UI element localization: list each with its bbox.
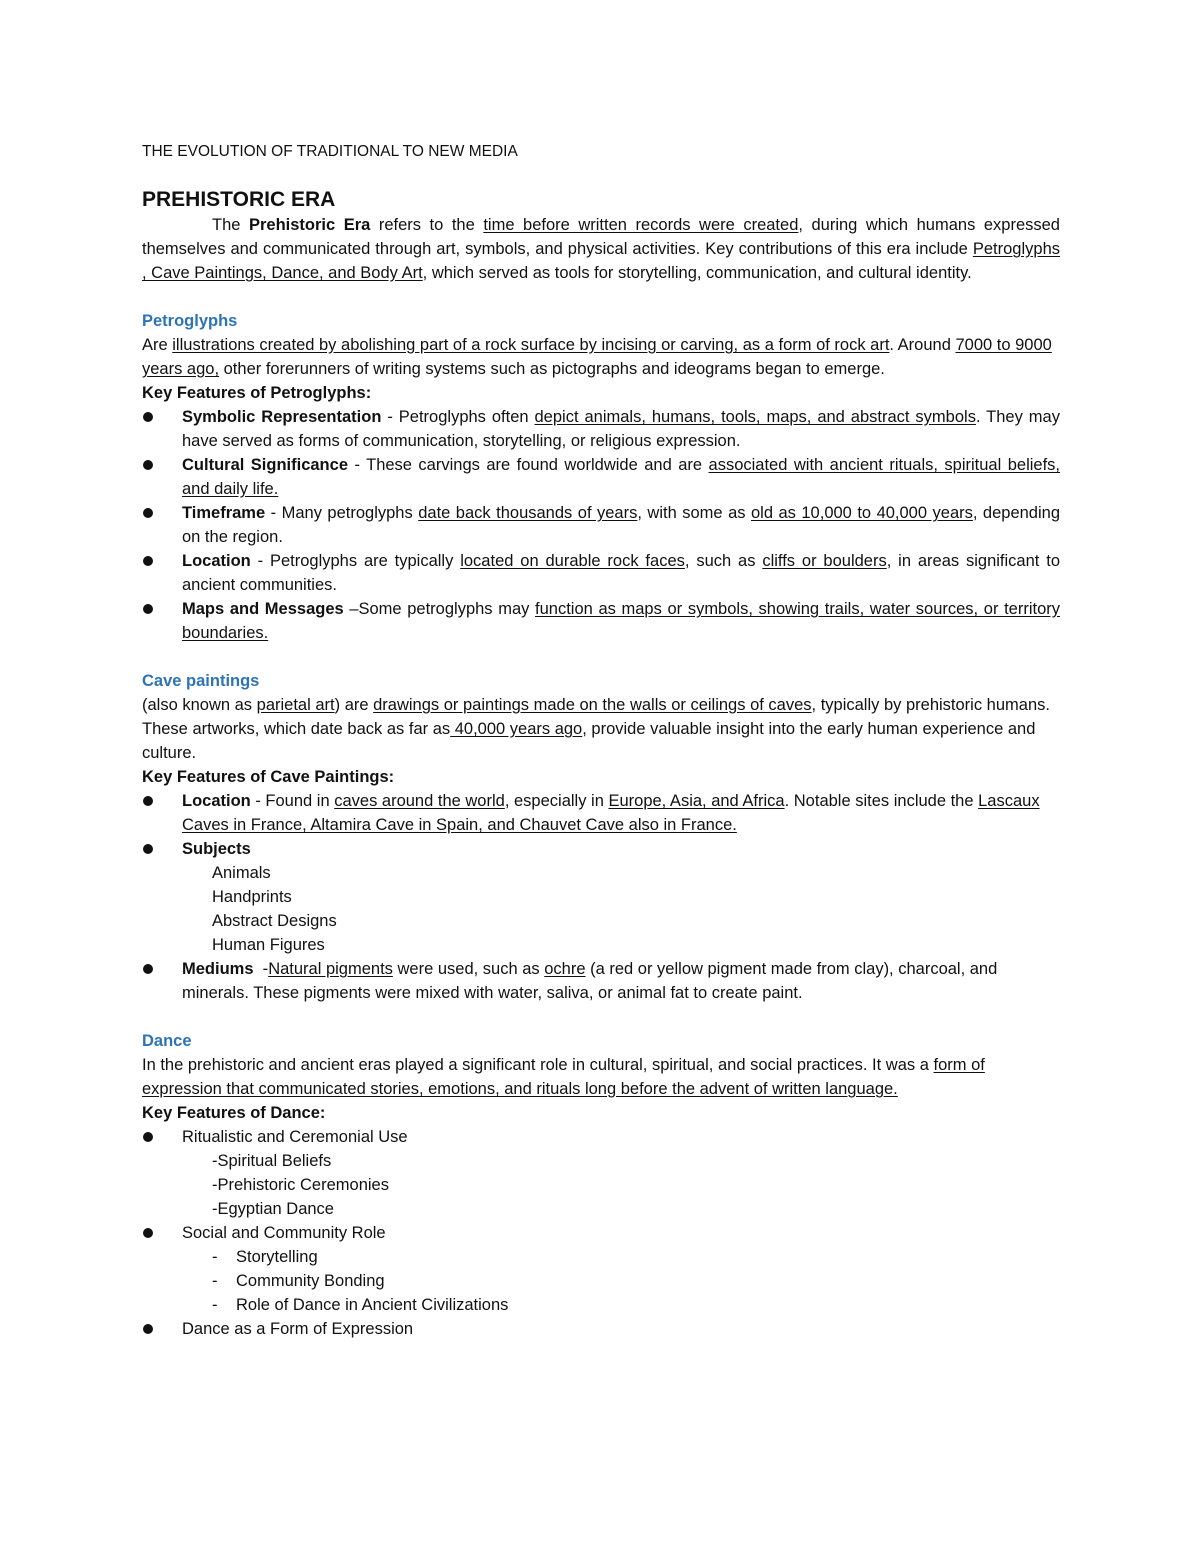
feature-underline: Europe, Asia, and Africa bbox=[608, 792, 785, 810]
bullet-icon bbox=[143, 1228, 153, 1238]
petroglyphs-heading: Petroglyphs bbox=[142, 312, 238, 330]
intro-text: , which served as tools for storytelling, communication, and cultural identity. bbox=[422, 264, 972, 282]
bullet-icon bbox=[143, 1132, 153, 1142]
petroglyphs-text: Are bbox=[142, 336, 173, 354]
feature-label: Ritualistic and Ceremonial Use bbox=[182, 1128, 408, 1146]
cave-text: ) are bbox=[334, 696, 374, 714]
bullet-icon bbox=[143, 460, 153, 470]
sub-list-item: -Spiritual Beliefs bbox=[212, 1152, 332, 1170]
feature-text: . Notable sites include the bbox=[784, 792, 979, 810]
feature-label: Subjects bbox=[182, 840, 251, 858]
dance-heading: Dance bbox=[142, 1032, 192, 1050]
dance-features-label: Key Features of Dance: bbox=[142, 1104, 326, 1122]
bullet-icon bbox=[143, 844, 153, 854]
cave-features-label: Key Features of Cave Paintings: bbox=[142, 768, 395, 786]
feature-label: Mediums bbox=[182, 960, 254, 978]
cave-underline: 40,000 years ago bbox=[450, 720, 583, 738]
cave-paintings-heading: Cave paintings bbox=[142, 672, 260, 690]
feature-text: - Petroglyphs are typically bbox=[250, 552, 461, 570]
feature-underline: associated with ancient rituals, spiritual beliefs, and daily life. bbox=[182, 456, 1060, 498]
cave-text: (also known as bbox=[142, 696, 257, 714]
sub-list-item bbox=[182, 1293, 1060, 1317]
document-page bbox=[142, 140, 1060, 1341]
dance-description bbox=[142, 1053, 1060, 1101]
feature-text: , in areas significant to ancient communities. bbox=[182, 552, 1060, 594]
intro-paragraph bbox=[142, 213, 1060, 285]
feature-underline: caves around the world bbox=[334, 792, 505, 810]
feature-text: - Petroglyphs often bbox=[381, 408, 535, 426]
petroglyphs-features-label: Key Features of Petroglyphs: bbox=[142, 384, 372, 402]
sub-list-item: Abstract Designs bbox=[212, 912, 337, 930]
petroglyphs-text: . Around bbox=[889, 336, 956, 354]
cave-text: , typically by prehistoric humans. These artworks, which date back as far as bbox=[142, 696, 1050, 738]
feature-underline: cliffs or boulders bbox=[762, 552, 887, 570]
petroglyphs-underline: illustrations created by abolishing part of a rock surface by incising or carving, as a form of rock art bbox=[172, 336, 890, 354]
cave-paintings-description bbox=[142, 693, 1060, 765]
feature-text: , depending on the region. bbox=[182, 504, 1060, 546]
dance-text: In the prehistoric and ancient eras played a significant role in cultural, spiritual, and social practices. It was a bbox=[142, 1056, 934, 1074]
feature-label: Location bbox=[182, 552, 251, 570]
intro-term: Prehistoric Era bbox=[248, 216, 371, 234]
list-item bbox=[142, 1221, 1060, 1317]
feature-text: –Some petroglyphs may bbox=[343, 600, 536, 618]
feature-underline: date back thousands of years bbox=[418, 504, 638, 522]
intro-underline: Petroglyphs , Cave Paintings, Dance, and Body Art bbox=[142, 240, 1060, 282]
bullet-icon bbox=[143, 556, 153, 566]
subjects-list bbox=[182, 861, 1060, 957]
feature-text: - Found in bbox=[250, 792, 335, 810]
feature-text: , such as bbox=[684, 552, 763, 570]
feature-underline: located on durable rock faces bbox=[460, 552, 685, 570]
feature-text: - These carvings are found worldwide and are bbox=[348, 456, 709, 474]
bullet-icon bbox=[143, 412, 153, 422]
petroglyphs-text: other forerunners of writing systems such as pictographs and ideograms began to emerge. bbox=[219, 360, 885, 378]
feature-underline: depict animals, humans, tools, maps, and abstract symbols bbox=[534, 408, 976, 426]
intro-text: The bbox=[212, 216, 249, 234]
dash-marker: - bbox=[212, 1296, 218, 1314]
sub-item-text: Role of Dance in Ancient Civilizations bbox=[236, 1296, 509, 1314]
sub-list-item: Human Figures bbox=[212, 936, 325, 954]
bullet-icon bbox=[143, 1324, 153, 1334]
feature-text: were used, such as bbox=[392, 960, 545, 978]
list-item bbox=[142, 957, 1060, 1005]
feature-label: Cultural Significance bbox=[182, 456, 348, 474]
feature-label: Timeframe bbox=[182, 504, 266, 522]
feature-underline: old as 10,000 to 40,000 years bbox=[750, 504, 973, 522]
list-item bbox=[142, 837, 1060, 957]
sub-list-item: Handprints bbox=[212, 888, 292, 906]
intro-text: , during which humans expressed themselves and communicated through art, symbols, and physical activities. Key contributions of this era include bbox=[142, 216, 1060, 258]
feature-underline: function as maps or symbols, showing trails, water sources, or territory boundaries. bbox=[182, 600, 1061, 642]
feature-text: , with some as bbox=[637, 504, 751, 522]
document-title: THE EVOLUTION OF TRADITIONAL TO NEW MEDIA bbox=[142, 143, 518, 160]
list-item bbox=[142, 597, 1060, 645]
list-item bbox=[142, 789, 1060, 837]
feature-underline: Lascaux Caves in France, Altamira Cave in Spain, and Chauvet Cave also in France. bbox=[182, 792, 1040, 834]
bullet-icon bbox=[143, 604, 153, 614]
feature-label: Dance as a Form of Expression bbox=[182, 1320, 414, 1338]
feature-text: (a red or yellow pigment made from clay), charcoal, and minerals. These pigments were mixed with water, saliva, or animal fat to create paint. bbox=[182, 960, 998, 1002]
bullet-icon bbox=[143, 508, 153, 518]
sub-item-text: Community Bonding bbox=[236, 1272, 385, 1290]
ritual-sub-list bbox=[182, 1149, 1060, 1221]
sub-list-item: -Prehistoric Ceremonies bbox=[212, 1176, 389, 1194]
intro-text: refers to the bbox=[370, 216, 484, 234]
sub-list-item bbox=[182, 1269, 1060, 1293]
feature-label: Location bbox=[182, 792, 251, 810]
list-item bbox=[142, 405, 1060, 453]
dash-marker: - bbox=[212, 1248, 218, 1266]
feature-text: - bbox=[253, 960, 269, 978]
feature-underline: ochre bbox=[544, 960, 586, 978]
list-item bbox=[142, 453, 1060, 501]
bullet-icon bbox=[143, 964, 153, 974]
feature-label: Social and Community Role bbox=[182, 1224, 386, 1242]
era-heading: PREHISTORIC ERA bbox=[142, 188, 336, 211]
cave-underline: parietal art bbox=[256, 696, 335, 714]
list-item bbox=[142, 501, 1060, 549]
cave-feature-list bbox=[142, 789, 1060, 1005]
cave-underline: drawings or paintings made on the walls or ceilings of caves bbox=[373, 696, 812, 714]
dance-feature-list bbox=[142, 1125, 1060, 1341]
list-item bbox=[142, 1317, 1060, 1341]
dash-marker: - bbox=[212, 1272, 218, 1290]
list-item bbox=[142, 1125, 1060, 1221]
sub-list-item: Animals bbox=[212, 864, 271, 882]
sub-item-text: Storytelling bbox=[236, 1248, 318, 1266]
petroglyphs-description bbox=[142, 333, 1060, 381]
feature-text: . They may have served as forms of communication, storytelling, or religious expression. bbox=[182, 408, 1060, 450]
list-item bbox=[142, 549, 1060, 597]
petroglyphs-underline: 7000 to 9000 years ago, bbox=[142, 336, 1052, 378]
dance-underline: form of expression that communicated stories, emotions, and rituals long before the advent of written language. bbox=[142, 1056, 985, 1098]
feature-label: Symbolic Representation bbox=[182, 408, 382, 426]
bullet-icon bbox=[143, 796, 153, 806]
sub-list-item: -Egyptian Dance bbox=[212, 1200, 334, 1218]
feature-text: , especially in bbox=[504, 792, 609, 810]
intro-underline: time before written records were created bbox=[483, 216, 799, 234]
feature-underline: Natural pigments bbox=[268, 960, 393, 978]
sub-list-item bbox=[182, 1245, 1060, 1269]
social-sub-list bbox=[182, 1245, 1060, 1317]
petroglyphs-feature-list bbox=[142, 405, 1060, 645]
cave-text: , provide valuable insight into the early human experience and culture. bbox=[142, 720, 1036, 762]
feature-text: - Many petroglyphs bbox=[265, 504, 419, 522]
feature-label: Maps and Messages bbox=[182, 600, 344, 618]
